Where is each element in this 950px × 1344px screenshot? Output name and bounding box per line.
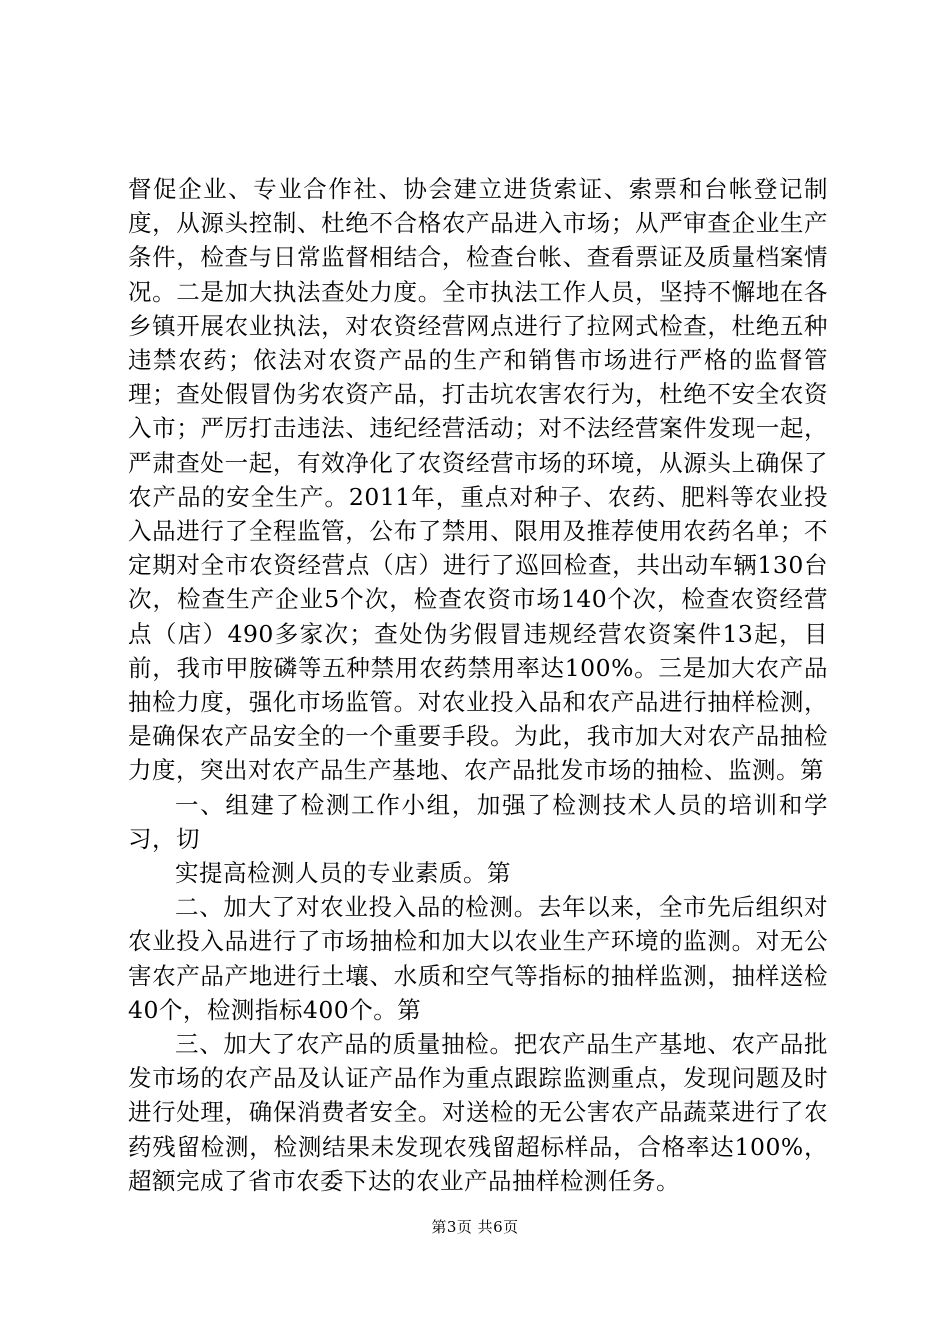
paragraph-item-one: 一、组建了检测工作小组，加强了检测技术人员的培训和学习，切 bbox=[128, 790, 828, 853]
page-number: 第3页 共6页 bbox=[431, 1218, 519, 1236]
document-body bbox=[128, 172, 828, 1198]
paragraph-item-three: 三、加大了农产品的质量抽检。把农产品生产基地、农产品批发市场的农产品及认证产品作为重点跟踪监测重点，发现问题及时进行处理，确保消费者安全。对送检的无公害农产品蔬菜进行了农药残留检测，检测结果未发现农残留超标样品，合格率达100%，超额完成了省市农委下达的农业产品抽样检测任务。 bbox=[128, 1030, 828, 1195]
page-footer bbox=[0, 1217, 950, 1237]
paragraph-item-two: 二、加大了对农业投入品的检测。去年以来，全市先后组织对农业投入品进行了市场抽检和加大以农业生产环境的监测。对无公害农产品产地进行土壤、水质和空气等指标的抽样监测，抽样送检40个，检测指标400个。第 bbox=[128, 893, 828, 1024]
paragraph-continuation: 督促企业、专业合作社、协会建立进货索证、索票和台帐登记制度，从源头控制、杜绝不合格农产品进入市场；从严审查企业生产条件，检查与日常监督相结合，检查台帐、查看票证及质量档案情况。二是加大执法查处力度。全市执法工作人员，坚持不懈地在各乡镇开展农业执法，对农资经营网点进行了拉网式检查，杜绝五种违禁农药；依法对农资产品的生产和销售市场进行严格的监督管理；查处假冒伪劣农资产品，打击坑农害农行为，杜绝不安全农资入市；严厉打击违法、违纪经营活动；对不法经营案件发现一起，严肃查处一起，有效净化了农资经营市场的环境，从源头上确保了农产品的安全生产。2011年，重点对种子、农药、肥料等农业投入品进行了全程监管，公布了禁用、限用及推荐使用农药名单；不定期对全市农资经营点（店）进行了巡回检查，共出动车辆130台次，检查生产企业5个次，检查农资市场140个次，检查农资经营点（店）490多家次；查处伪劣假冒违规经营农资案件13起，目前，我市甲胺磷等五种禁用农药禁用率达100%。三是加大农产品抽检力度，强化市场监管。对农业投入品和农产品进行抽样检测，是确保农产品安全的一个重要手段。为此，我市加大对农产品抽检力度，突出对农产品生产基地、农产品批发市场的抽检、监测。第 bbox=[128, 175, 828, 785]
paragraph-item-one-tail: 实提高检测人员的专业素质。第 bbox=[175, 859, 511, 888]
